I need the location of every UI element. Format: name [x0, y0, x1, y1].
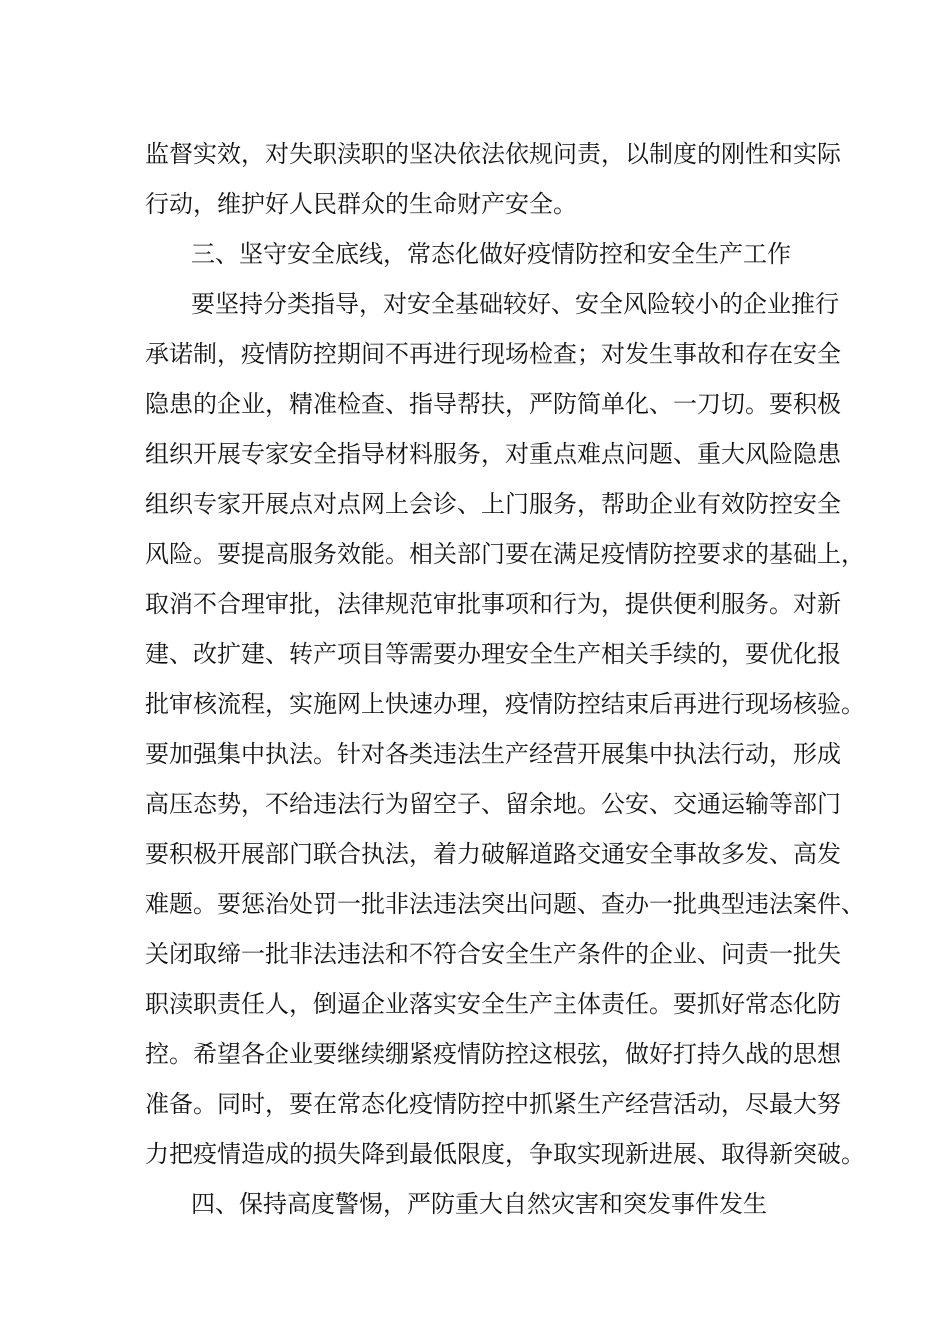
- body-line: 要积极开展部门联合执法，着力破解道路交通安全事故多发、高发: [145, 840, 841, 868]
- body-line: 准备。同时，要在常态化疫情防控中抓紧生产经营活动，尽最大努: [145, 1090, 841, 1118]
- body-line: 难题。要惩治处罚一批非法违法突出问题、查办一批典型违法案件、: [145, 890, 865, 918]
- body-line: 关闭取缔一批非法违法和不符合安全生产条件的企业、问责一批失: [145, 940, 841, 968]
- body-line: 取消不合理审批，法律规范审批事项和行为，提供便利服务。对新: [145, 590, 841, 618]
- body-line: 风险。要提高服务效能。相关部门要在满足疫情防控要求的基础上，: [145, 540, 865, 568]
- body-line: 隐患的企业，精准检查、指导帮扶，严防简单化、一刀切。要积极: [145, 390, 841, 418]
- document-page: [145, 129, 865, 1229]
- body-line: 建、改扩建、转产项目等需要办理安全生产相关手续的，要优化报: [145, 640, 841, 668]
- body-line: 监督实效，对失职渎职的坚决依法依规问责，以制度的刚性和实际: [145, 140, 841, 168]
- body-line: 行动，维护好人民群众的生命财产安全。: [145, 190, 577, 218]
- body-line: 力把疫情造成的损失降到最低限度，争取实现新进展、取得新突破。: [145, 1140, 865, 1168]
- body-line: 组织开展专家安全指导材料服务，对重点难点问题、重大风险隐患: [145, 440, 841, 468]
- body-line: 高压态势，不给违法行为留空子、留余地。公安、交通运输等部门: [145, 790, 841, 818]
- paragraph-first-line: 要坚持分类指导，对安全基础较好、安全风险较小的企业推行: [191, 290, 839, 318]
- body-line: 要加强集中执法。针对各类违法生产经营开展集中执法行动，形成: [145, 740, 841, 768]
- body-line: 职渎职责任人，倒逼企业落实安全生产主体责任。要抓好常态化防: [145, 990, 841, 1018]
- body-line: 批审核流程，实施网上快速办理，疫情防控结束后再进行现场核验。: [145, 690, 865, 718]
- section-heading-3: 三、坚守安全底线，常态化做好疫情防控和安全生产工作: [191, 240, 791, 268]
- body-line: 组织专家开展点对点网上会诊、上门服务，帮助企业有效防控安全: [145, 490, 841, 518]
- body-line: 控。希望各企业要继续绷紧疫情防控这根弦，做好打持久战的思想: [145, 1040, 841, 1068]
- body-line: 承诺制，疫情防控期间不再进行现场检查；对发生事故和存在安全: [145, 340, 841, 368]
- section-heading-4: 四、保持高度警惕，严防重大自然灾害和突发事件发生: [191, 1190, 767, 1218]
